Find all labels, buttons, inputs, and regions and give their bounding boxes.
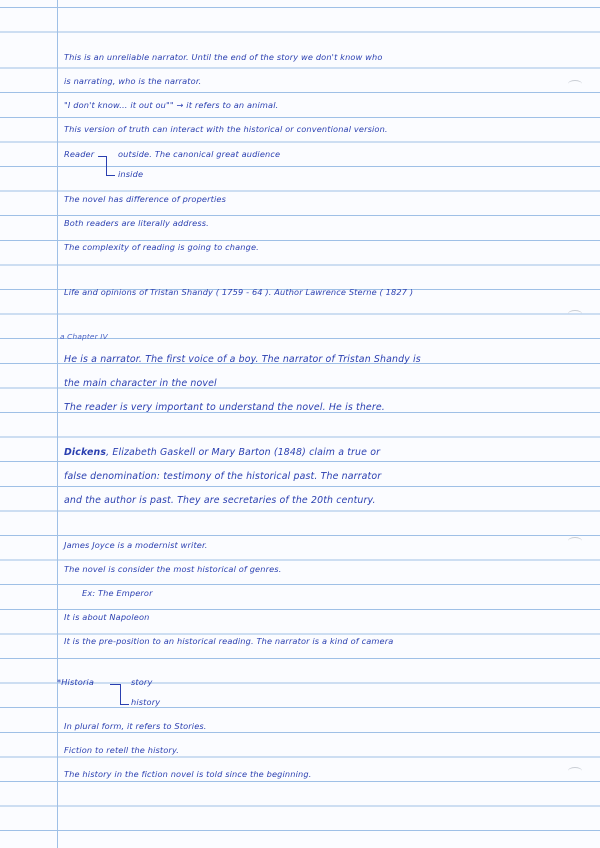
note-line: "I don't know... it out ou"" → it refers to an animal. [64,100,279,110]
note-line: James Joyce is a modernist writer. [64,540,208,550]
dickens-name: Dickens [64,447,107,458]
note-line: The novel is consider the most historical of genres. [64,564,282,574]
historia-bracket [120,684,129,705]
note-line: Fiction to retell the history. [64,745,180,755]
note-line: He is a narrator. The first voice of a boy. The narrator of Tristan Shandy is [64,354,421,365]
historia-history: history [131,697,161,707]
note-line: The history in the fiction novel is told since the beginning. [64,769,312,779]
example-line: Ex: The Emperor [82,588,153,598]
page-fold-mark [568,310,582,318]
bracket-stroke [110,684,120,685]
note-line: is narrating, who is the narrator. [64,76,202,86]
note-line: The complexity of reading is going to change. [64,242,259,252]
chapter-heading: a Chapter IV [60,332,108,341]
page-fold-mark [568,537,582,545]
reader-bracket [106,156,115,176]
reader-outside: outside. The canonical great audience [118,149,281,159]
note-line: It is the pre-position to an historical reading. The narrator is a kind of camera [64,636,394,646]
bracket-stroke [98,156,106,157]
note-line: This is an unreliable narrator. Until the end of the story we don't know who [64,52,383,62]
reader-inside: inside [118,169,144,179]
note-line: the main character in the novel [64,378,217,389]
historia-label: *Historia [57,677,95,687]
note-line-rest: , Elizabeth Gaskell or Mary Barton (1848) claim a true or [106,447,381,458]
note-line: In plural form, it refers to Stories. [64,721,207,731]
note-line: The reader is very important to understand the novel. He is there. [64,402,385,413]
reader-label: Reader [64,149,95,159]
historia-story: story [131,677,153,687]
note-line: The novel has difference of properties [64,194,227,204]
note-line: It is about Napoleon [64,612,150,622]
margin-line [57,0,58,848]
note-line [64,447,380,458]
note-line: Life and opinions of Tristan Shandy ( 1759 - 64 ). Author Lawrence Sterne ( 1827 ) [64,287,414,297]
note-line: false denomination: testimony of the historical past. The narrator [64,471,382,482]
note-line: Both readers are literally address. [64,218,209,228]
note-line: This version of truth can interact with the historical or conventional version. [64,124,388,134]
page-fold-mark [568,767,582,775]
note-line: and the author is past. They are secretaries of the 20th century. [64,495,376,506]
page-fold-mark [568,80,582,88]
